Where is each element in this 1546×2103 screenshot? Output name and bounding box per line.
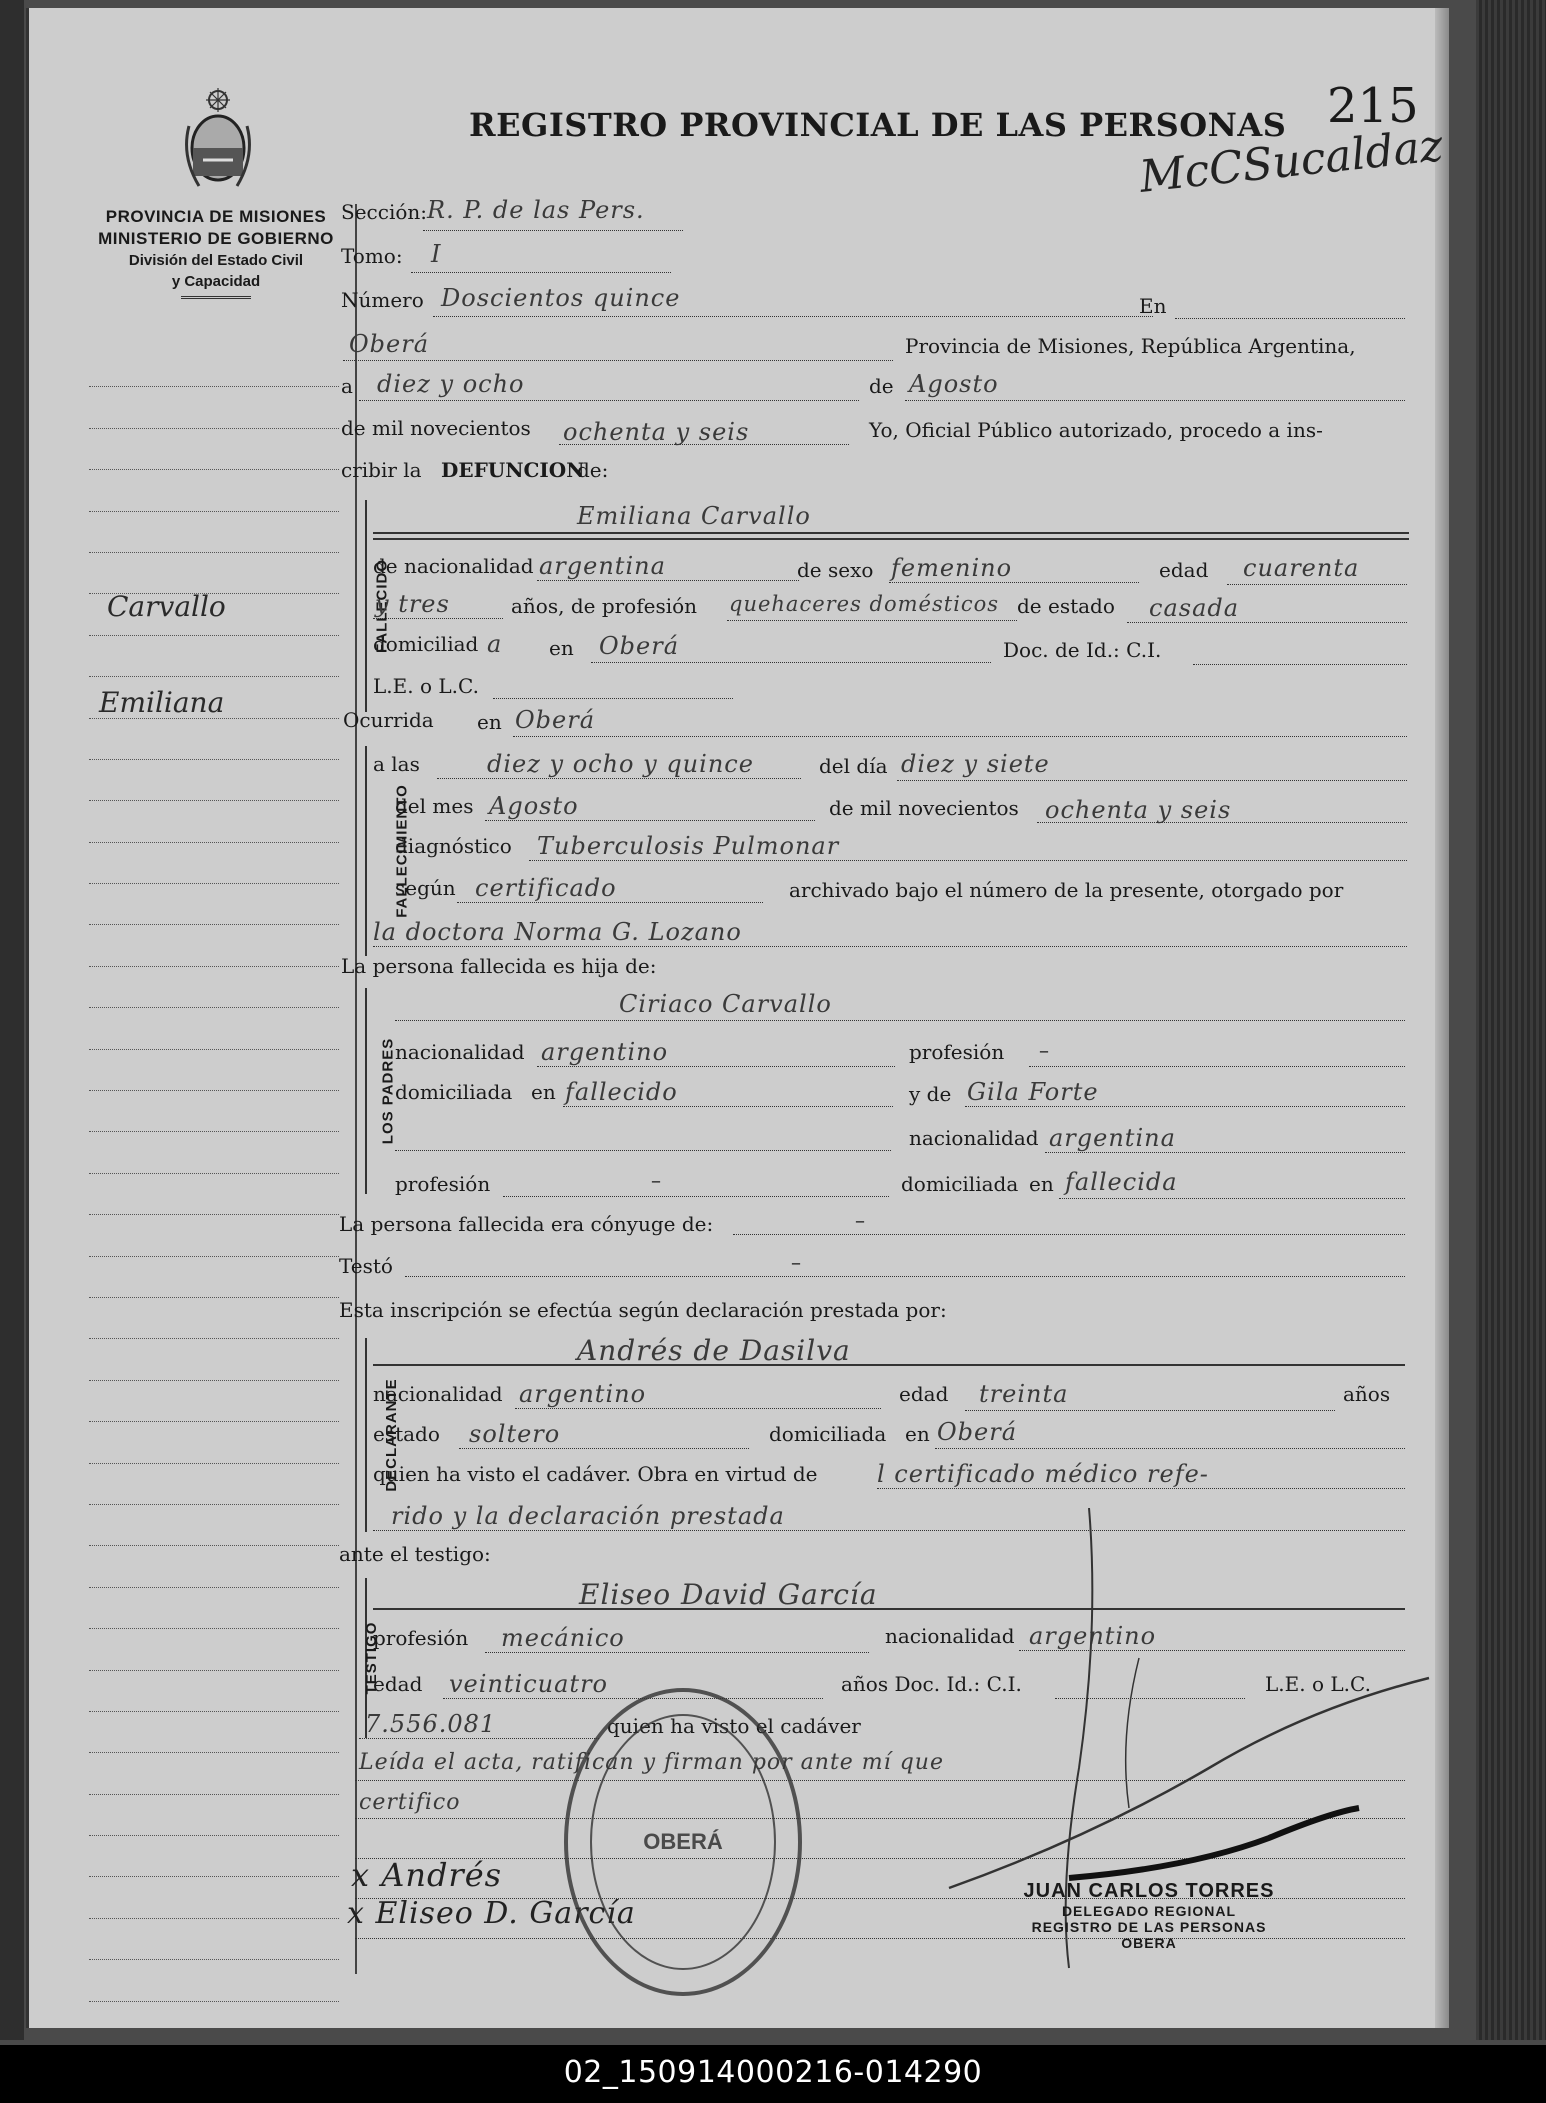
declarante-name-rule	[373, 1364, 1405, 1366]
medico-value: la doctora Norma G. Lozano	[373, 918, 742, 946]
top-signature: McCSucaldaz	[1137, 120, 1446, 203]
padre-profesion-line	[1029, 1066, 1405, 1067]
dia-line	[897, 780, 1407, 781]
madre-domicilio-line	[1059, 1198, 1405, 1199]
madre-domicilio-value: fallecida	[1065, 1168, 1178, 1196]
declarante-en-label: en	[905, 1422, 930, 1446]
anos-profesion-label: años, de profesión	[511, 594, 698, 618]
madre-nacionalidad-value: argentina	[1049, 1124, 1176, 1152]
month-value: Agosto	[909, 370, 999, 398]
testigo-doc-label: años Doc. Id.: C.I.	[841, 1672, 1022, 1696]
province-text: Provincia de Misiones, República Argentina,	[905, 334, 1356, 358]
padre-domiciliada-label: domiciliada	[395, 1080, 513, 1104]
testo-label: Testó	[339, 1254, 393, 1278]
declarante-obra-line	[877, 1488, 1405, 1489]
org-rule	[181, 296, 251, 299]
conyuge-line	[733, 1234, 1405, 1235]
fallecido-name-rule2	[373, 538, 1409, 540]
section-padres-label: LOS PADRES	[379, 1037, 397, 1145]
issuing-authority	[81, 206, 351, 299]
a-las-label: a las	[373, 752, 420, 776]
segun-line	[457, 902, 763, 903]
padre-nacionalidad-line	[537, 1066, 895, 1067]
archivado-text: archivado bajo el número de la presente, otorgado por	[789, 878, 1344, 902]
numero-value: Doscientos quince	[441, 284, 681, 312]
madre-nacionalidad-line	[1045, 1152, 1405, 1153]
testigo-le-label: L.E. o L.C.	[1265, 1672, 1371, 1696]
madre-profesion-label: profesión	[395, 1172, 491, 1196]
org-division: División del Estado Civil	[128, 252, 304, 269]
declarante-edad-line	[965, 1410, 1335, 1411]
declarante-nacionalidad-value: argentino	[519, 1380, 647, 1408]
sexo-value: femenino	[891, 554, 1013, 582]
margin-given-name: Emiliana	[99, 686, 225, 719]
defuncion-word: DEFUNCION	[441, 458, 585, 482]
padre-nacionalidad-value: argentino	[541, 1038, 669, 1066]
hora-line	[437, 778, 801, 779]
diagnostico-label: diagnóstico	[395, 834, 512, 858]
hora-value: diez y ocho y quince	[487, 750, 754, 778]
domicilio-value: Oberá	[599, 632, 680, 660]
declarante-obra-value2: rido y la declaración prestada	[391, 1502, 785, 1530]
doc-label: Doc. de Id.: C.I.	[1003, 638, 1162, 662]
year-label: de mil novecientos	[341, 416, 531, 440]
mes-value: Agosto	[489, 792, 579, 820]
segun-value: certificado	[475, 874, 617, 902]
testigo-profesion-line	[485, 1652, 869, 1653]
ocurrida-value: Oberá	[515, 706, 596, 734]
padre-en-label: en	[531, 1080, 556, 1104]
official-city: OBERA	[1121, 1935, 1177, 1951]
declarante-estado-value: soltero	[469, 1420, 561, 1448]
segun-label: según	[395, 876, 456, 900]
declarante-cadaver-text: quien ha visto el cadáver. Obra en virtud de	[373, 1462, 818, 1486]
testigo-doc-value: 7.556.081	[365, 1710, 497, 1738]
year-line	[559, 444, 849, 445]
testigo-doc-value-line	[359, 1738, 599, 1739]
year-value: ochenta y seis	[563, 418, 750, 446]
declarante-edad-value: treinta	[979, 1380, 1069, 1408]
testigo-name: Eliseo David García	[579, 1578, 878, 1611]
testigo-nacionalidad-value: argentino	[1029, 1622, 1157, 1650]
mil-novecientos-label: de mil novecientos	[829, 796, 1019, 820]
declarante-estado-label: estado	[373, 1422, 440, 1446]
conyuge-value: –	[855, 1208, 865, 1232]
coat-of-arms-icon	[179, 86, 257, 196]
tomo-label: Tomo:	[341, 244, 403, 268]
del-dia-label: del día	[819, 754, 888, 778]
official-seal	[564, 1688, 802, 1996]
declarante-nacionalidad-label: nacionalidad	[373, 1382, 503, 1406]
madre-nacionalidad-label: nacionalidad	[909, 1126, 1039, 1150]
nacionalidad-line	[537, 580, 799, 581]
madre-name-line	[965, 1106, 1405, 1107]
madre-extra-line	[395, 1150, 891, 1151]
testigo-edad-line	[443, 1698, 823, 1699]
registry-page	[26, 8, 1449, 2028]
conyuge-label: La persona fallecida era cónyuge de:	[339, 1212, 714, 1236]
ocurrida-en-label: en	[477, 710, 502, 734]
profesion-line	[727, 620, 1017, 621]
testigo-edad-label: edad	[373, 1672, 423, 1696]
le-lc-line	[493, 698, 733, 699]
official-name: JUAN CARLOS TORRES	[1023, 1880, 1275, 1902]
testigo-edad-value: veinticuatro	[449, 1670, 608, 1698]
lectura-line2: certifico	[359, 1790, 461, 1815]
org-province: PROVINCIA DE MISIONES	[105, 207, 327, 226]
domicilio-en-label: en	[549, 636, 574, 660]
org-capacity: y Capacidad	[171, 273, 261, 290]
anio-value: ochenta y seis	[1045, 796, 1232, 824]
numero-line	[433, 316, 1153, 317]
de-label: de	[869, 374, 894, 398]
estado-label: de estado	[1017, 594, 1115, 618]
place-value: Oberá	[349, 330, 430, 358]
lectura-line1: Leída el acta, ratifican y firman por ante mí que	[359, 1750, 944, 1775]
madre-en-label: en	[1029, 1172, 1054, 1196]
madre-name: Gila Forte	[967, 1078, 1099, 1106]
seal-city-text: OBERÁ	[643, 1829, 723, 1854]
madre-domiciliada-label: domiciliada	[901, 1172, 1019, 1196]
hija-de-text: La persona fallecida es hija de:	[341, 954, 657, 978]
nacionalidad-value: argentina	[539, 552, 666, 580]
section-declarante-label: DECLARANTE	[383, 1378, 401, 1492]
seccion-line	[423, 230, 683, 231]
diagnostico-value: Tuberculosis Pulmonar	[537, 832, 840, 860]
domicilio-suffix: a	[487, 630, 503, 658]
declarante-domicilio-line	[935, 1448, 1405, 1449]
edad-continued-line	[373, 618, 503, 619]
edad-value: cuarenta	[1243, 554, 1360, 582]
ante-testigo-text: ante el testigo:	[339, 1542, 491, 1566]
padre-profesion-label: profesión	[909, 1040, 1005, 1064]
testigo-profesion-value: mecánico	[501, 1624, 625, 1652]
testigo-nacionalidad-label: nacionalidad	[885, 1624, 1015, 1648]
en-label: En	[1139, 294, 1167, 318]
dia-value: diez y siete	[901, 750, 1050, 778]
estado-line	[1127, 622, 1407, 623]
org-ministry: MINISTERIO DE GOBIERNO	[98, 229, 334, 248]
domicilio-line	[591, 662, 991, 663]
anio-line	[1037, 822, 1407, 823]
day-value: diez y ocho	[377, 370, 525, 398]
seccion-value: R. P. de las Pers.	[427, 196, 645, 224]
mes-line	[485, 820, 815, 821]
declarante-nacionalidad-line	[515, 1408, 881, 1409]
declarante-estado-line	[459, 1448, 749, 1449]
section-fallecimiento-label: FALLECIMIENTO	[393, 784, 411, 918]
profesion-value: quehaceres domésticos	[729, 592, 1000, 616]
edad-label: edad	[1159, 558, 1209, 582]
a-label: a	[341, 374, 353, 398]
sexo-label: de sexo	[797, 558, 874, 582]
testigo-cadaver-text: quien ha visto el cadáver	[607, 1714, 861, 1738]
declaracion-text: Esta inscripción se efectúa según declaración prestada por:	[339, 1298, 947, 1322]
fallecido-name-rule	[373, 532, 1409, 534]
section-declarante	[339, 1338, 401, 1532]
tomo-line	[411, 272, 671, 273]
official-role: DELEGADO REGIONAL	[1061, 1903, 1237, 1919]
signature-testigo: x Eliseo D. García	[347, 1896, 636, 1931]
official-block	[989, 1880, 1309, 1951]
declarante-anos-label: años	[1343, 1382, 1391, 1406]
place-line	[343, 360, 893, 361]
book-left-edge	[0, 0, 24, 2040]
section-testigo	[339, 1578, 380, 1738]
padre-profesion-value: –	[1039, 1038, 1049, 1062]
diagnostico-line	[529, 860, 1407, 861]
fallecido-name: Emiliana Carvallo	[577, 502, 811, 530]
section-padres	[339, 988, 397, 1194]
tomo-value: I	[431, 240, 442, 268]
section-testigo-label: TESTIGO	[362, 1621, 380, 1695]
de-colon: de:	[577, 458, 609, 482]
ocurrida-label: Ocurrida	[343, 708, 434, 732]
padre-nacionalidad-label: nacionalidad	[395, 1040, 525, 1064]
del-mes-label: del mes	[395, 794, 474, 818]
madre-profesion-value: –	[651, 1168, 661, 1192]
y-de-label: y de	[909, 1082, 952, 1106]
ocurrida-line	[513, 736, 1407, 737]
domicilio-label: domiciliad	[373, 632, 479, 656]
doc-line	[1193, 664, 1407, 665]
nacionalidad-label: de nacionalidad	[373, 554, 534, 578]
madre-profesion-line	[503, 1196, 889, 1197]
folio-number: 215	[1327, 78, 1419, 134]
declarante-edad-label: edad	[899, 1382, 949, 1406]
section-fallecido	[339, 500, 391, 712]
image-caption: 02_150914000216-014290	[563, 2055, 983, 2090]
edad-line	[1227, 584, 1407, 585]
testo-value: –	[791, 1250, 801, 1274]
numero-label: Número	[341, 288, 424, 312]
official-office: REGISTRO DE LAS PERSONAS	[1031, 1919, 1267, 1935]
month-line	[905, 400, 1405, 401]
declarante-name: Andrés de Dasilva	[577, 1334, 851, 1367]
padre-domicilio-value: fallecido	[565, 1078, 678, 1106]
en-line	[1175, 318, 1405, 319]
medico-line	[373, 946, 1407, 947]
book-binding	[1476, 0, 1546, 2040]
declarante-domiciliada-label: domiciliada	[769, 1422, 887, 1446]
declarante-domicilio-value: Oberá	[937, 1418, 1018, 1446]
testo-line	[405, 1276, 1405, 1277]
declarante-obra-value: l certificado médico refe-	[877, 1460, 1209, 1488]
padre-domicilio-line	[563, 1106, 893, 1107]
page-title: REGISTRO PROVINCIAL DE LAS PERSONAS	[469, 106, 1287, 144]
padre-name-line	[395, 1020, 1405, 1021]
day-line	[359, 400, 859, 401]
sexo-line	[889, 582, 1139, 583]
margin-surname: Carvallo	[107, 590, 226, 623]
seccion-label: Sección:	[341, 200, 427, 224]
estado-value: casada	[1149, 594, 1240, 622]
testigo-profesion-label: profesión	[373, 1626, 469, 1650]
padre-name: Ciriaco Carvallo	[619, 990, 832, 1018]
section-fallecido-label: FALLECIDO	[373, 559, 391, 653]
oficial-text: Yo, Oficial Público autorizado, procedo a ins-	[869, 418, 1323, 442]
edad-continued: y tres	[375, 590, 450, 618]
signature-declarante: x Andrés	[351, 1856, 503, 1894]
inscribir-text: cribir la	[341, 458, 422, 482]
le-lc-label: L.E. o L.C.	[373, 674, 479, 698]
